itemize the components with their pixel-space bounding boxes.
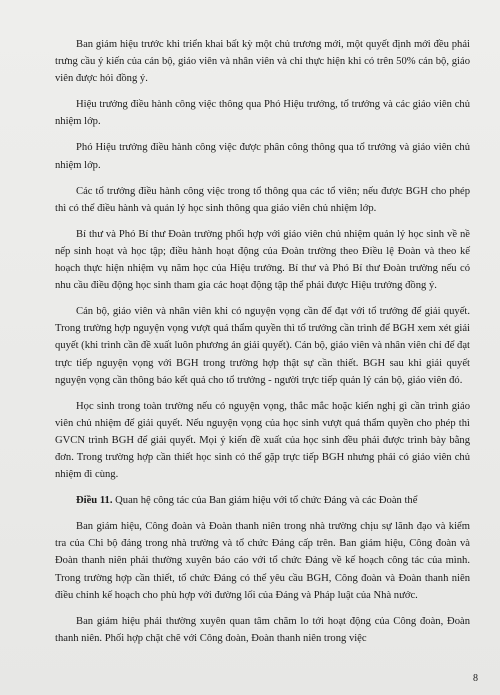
- paragraph-2: Hiệu trưởng điều hành công việc thông qua Phó Hiệu trưởng, tổ trưởng và các giáo viên chủ nhiệm lớp.: [55, 99, 470, 128]
- paragraph-5: Bí thư và Phó Bí thư Đoàn trường phối hợp với giáo viên chủ nhiệm quản lý học sinh về nề nếp sinh hoạt và học tập; điều hành hoạt động của Đoàn trường theo Điều lệ Đoàn và theo kế hoạch thực hiện nhiệm vụ năm học của Hiệu trưởng. Bí thư và Phó Bí thư Đoàn trường nếu có nhu cầu điều động học sinh tham gia các hoạt động tập thể phải được Hiệu trưởng đồng ý.: [55, 228, 470, 292]
- article-title: Quan hệ công tác của Ban giám hiệu với tổ chức Đảng và các Đoàn thể: [112, 495, 418, 507]
- paragraph-6: Cán bộ, giáo viên và nhân viên khi có nguyện vọng cần để đạt với tổ trưởng để giải quyết. Trong trường hợp nguyện vọng vượt quá thẩm quyền thì tổ trưởng cần trình để BGH xem xét giải quyết (khi trình cần đề xuất luôn phương án giải quyết). Cán bộ, giáo viên và nhân viên chỉ để đạt trực tiếp nguyện vọng với BGH trong trường hợp thật sự cần thiết. BGH sau khi giải quyết nguyện vọng cần thông báo kết quả cho tổ trưởng - người trực tiếp quản lý cán bộ, giáo viên đó.: [55, 306, 470, 386]
- page-number: 8: [473, 673, 478, 684]
- paragraph-10: Ban giám hiệu phải thường xuyên quan tâm chăm lo tới hoạt động của Công đoàn, Đoàn thanh niên. Phối hợp chặt chẽ với Công đoàn, Đoàn thanh niên trong việc: [55, 615, 470, 644]
- article-11-heading: [55, 492, 470, 509]
- paragraph-3: Phó Hiệu trưởng điều hành công việc được phân công thông qua tổ trưởng và giáo viên chủ nhiệm lớp.: [55, 142, 470, 171]
- paragraph-9: Ban giám hiệu, Công đoàn và Đoàn thanh niên trong nhà trường chịu sự lãnh đạo và kiểm tra của Chi bộ đảng trong nhà trường và tổ chức Đảng cấp trên. Ban giám hiệu, Công đoàn và Đoàn thanh niên phải thường xuyên báo cáo với tổ chức Đảng về kế hoạch công tác của mình. Trong trường hợp cần thiết, tổ chức Đảng có thể yêu cầu BGH, Công đoàn và Đoàn thanh niên điều chỉnh kế hoạch cho phù hợp với đường lối của Đảng và Pháp luật của Nhà nước.: [55, 521, 470, 601]
- paragraph-1: Ban giám hiệu trước khi triển khai bất kỳ một chủ trương mới, một quyết định mới đều phải trưng cầu ý kiến của cán bộ, giáo viên và nhân viên và chỉ thực hiện khi có trên 50% cán bộ, giáo viên được hỏi đồng ý.: [55, 39, 470, 85]
- paragraph-4: Các tổ trưởng điều hành công việc trong tổ thông qua các tổ viên; nếu được BGH cho phép thì có thể điều hành và quản lý học sinh thông qua giáo viên chủ nhiệm lớp.: [55, 185, 470, 214]
- paragraph-7: Học sinh trong toàn trường nếu có nguyện vọng, thắc mắc hoặc kiến nghị gì cần trình giáo viên chủ nhiệm để giải quyết. Nếu nguyện vọng của học sinh vượt quá thẩm quyền cho phép thì GVCN trình BGH để giải quyết. Mọi ý kiến đề xuất của học sinh đều phải được trình bày bằng đơn. Trong trường hợp cần thiết học sinh có thể gặp trực tiếp BGH nhưng phải có giáo viên chủ nhiệm đi cùng.: [55, 400, 470, 481]
- article-number: Điều 11.: [76, 495, 113, 507]
